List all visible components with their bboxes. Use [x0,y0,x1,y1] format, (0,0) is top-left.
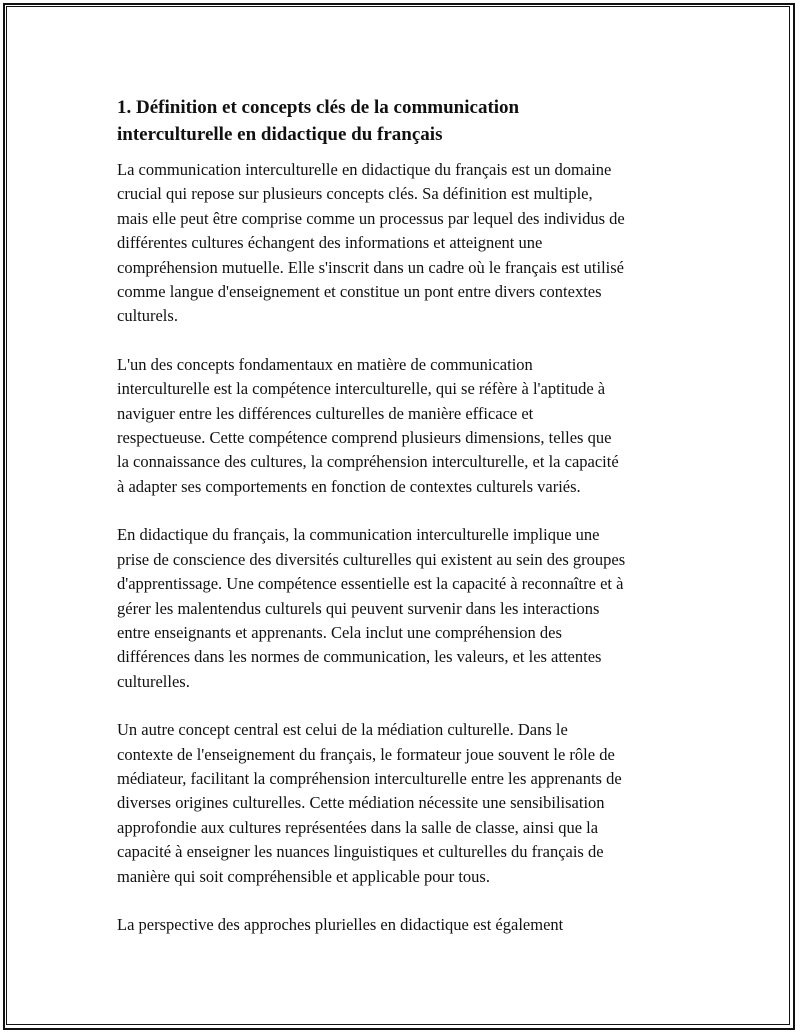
text-line: La communication interculturelle en didactique du français est un domaine [117,160,612,179]
text-line: différences dans les normes de communication, les valeurs, et les attentes [117,647,602,667]
text-line: mais elle peut être comprise comme un processus par lequel des individus de [117,208,625,228]
section-heading [117,94,707,148]
text-line: interculturelle est la compétence interculturelle, qui se réfère à l'aptitude à [117,379,606,399]
text-line: capacité à enseigner les nuances linguistiques et culturelles du français de [117,842,604,862]
text-line: d'apprentissage. Une compétence essentielle est la capacité à reconnaître et à [117,574,624,594]
text-line: L'un des concepts fondamentaux en matière de communication [117,354,533,374]
text-line: respectueuse. Cette compétence comprend plusieurs dimensions, telles que [117,428,612,448]
paragraph-4 [117,718,707,889]
text-line: culturelles. [117,671,190,691]
text-line: comme langue d'enseignement et constitue un pont entre divers contextes [117,282,602,302]
paragraph-2 [117,353,707,499]
text-line: En didactique du français, la communication interculturelle implique une [117,525,600,545]
text-line: entre enseignants et apprenants. Cela inclut une compréhension des [117,622,562,642]
text-line: prise de conscience des diversités culturelles qui existent au sein des groupes [117,549,626,569]
text-line: médiateur, facilitant la compréhension interculturelle entre les apprenants de [117,768,622,788]
text-line: manière qui soit compréhensible et applicable pour tous. [117,866,490,886]
text-line: différentes cultures échangent des informations et atteignent une [117,233,543,253]
text-line: compréhension mutuelle. Elle s'inscrit dans un cadre où le français est utilisé [117,257,624,277]
document-body [117,94,707,961]
text-line: contexte de l'enseignement du français, le formateur joue souvent le rôle de [117,744,615,764]
text-line: La perspective des approches plurielles en didactique est également [117,914,564,934]
text-line: culturels. [117,306,178,326]
text-line: diverses origines culturelles. Cette médiation nécessite une sensibilisation [117,793,605,813]
text-line: à adapter ses comportements en fonction de contextes culturels variés. [117,476,581,496]
heading-line: interculturelle en didactique du français [117,124,443,145]
text-line: Un autre concept central est celui de la médiation culturelle. Dans le [117,720,568,740]
text-line: approfondie aux cultures représentées dans la salle de classe, ainsi que la [117,817,599,837]
text-line: gérer les malentendus culturels qui peuvent survenir dans les interactions [117,598,600,618]
text-line: la connaissance des cultures, la compréhension interculturelle, et la capacité [117,452,619,472]
paragraph-3 [117,523,707,694]
paragraph-5 [117,913,707,937]
text-line: naviguer entre les différences culturelles de manière efficace et [117,403,534,423]
heading-line: 1. Définition et concepts clés de la communication [117,97,520,118]
paragraph-1 [117,158,707,329]
text-line: crucial qui repose sur plusieurs concepts clés. Sa définition est multiple, [117,184,593,204]
